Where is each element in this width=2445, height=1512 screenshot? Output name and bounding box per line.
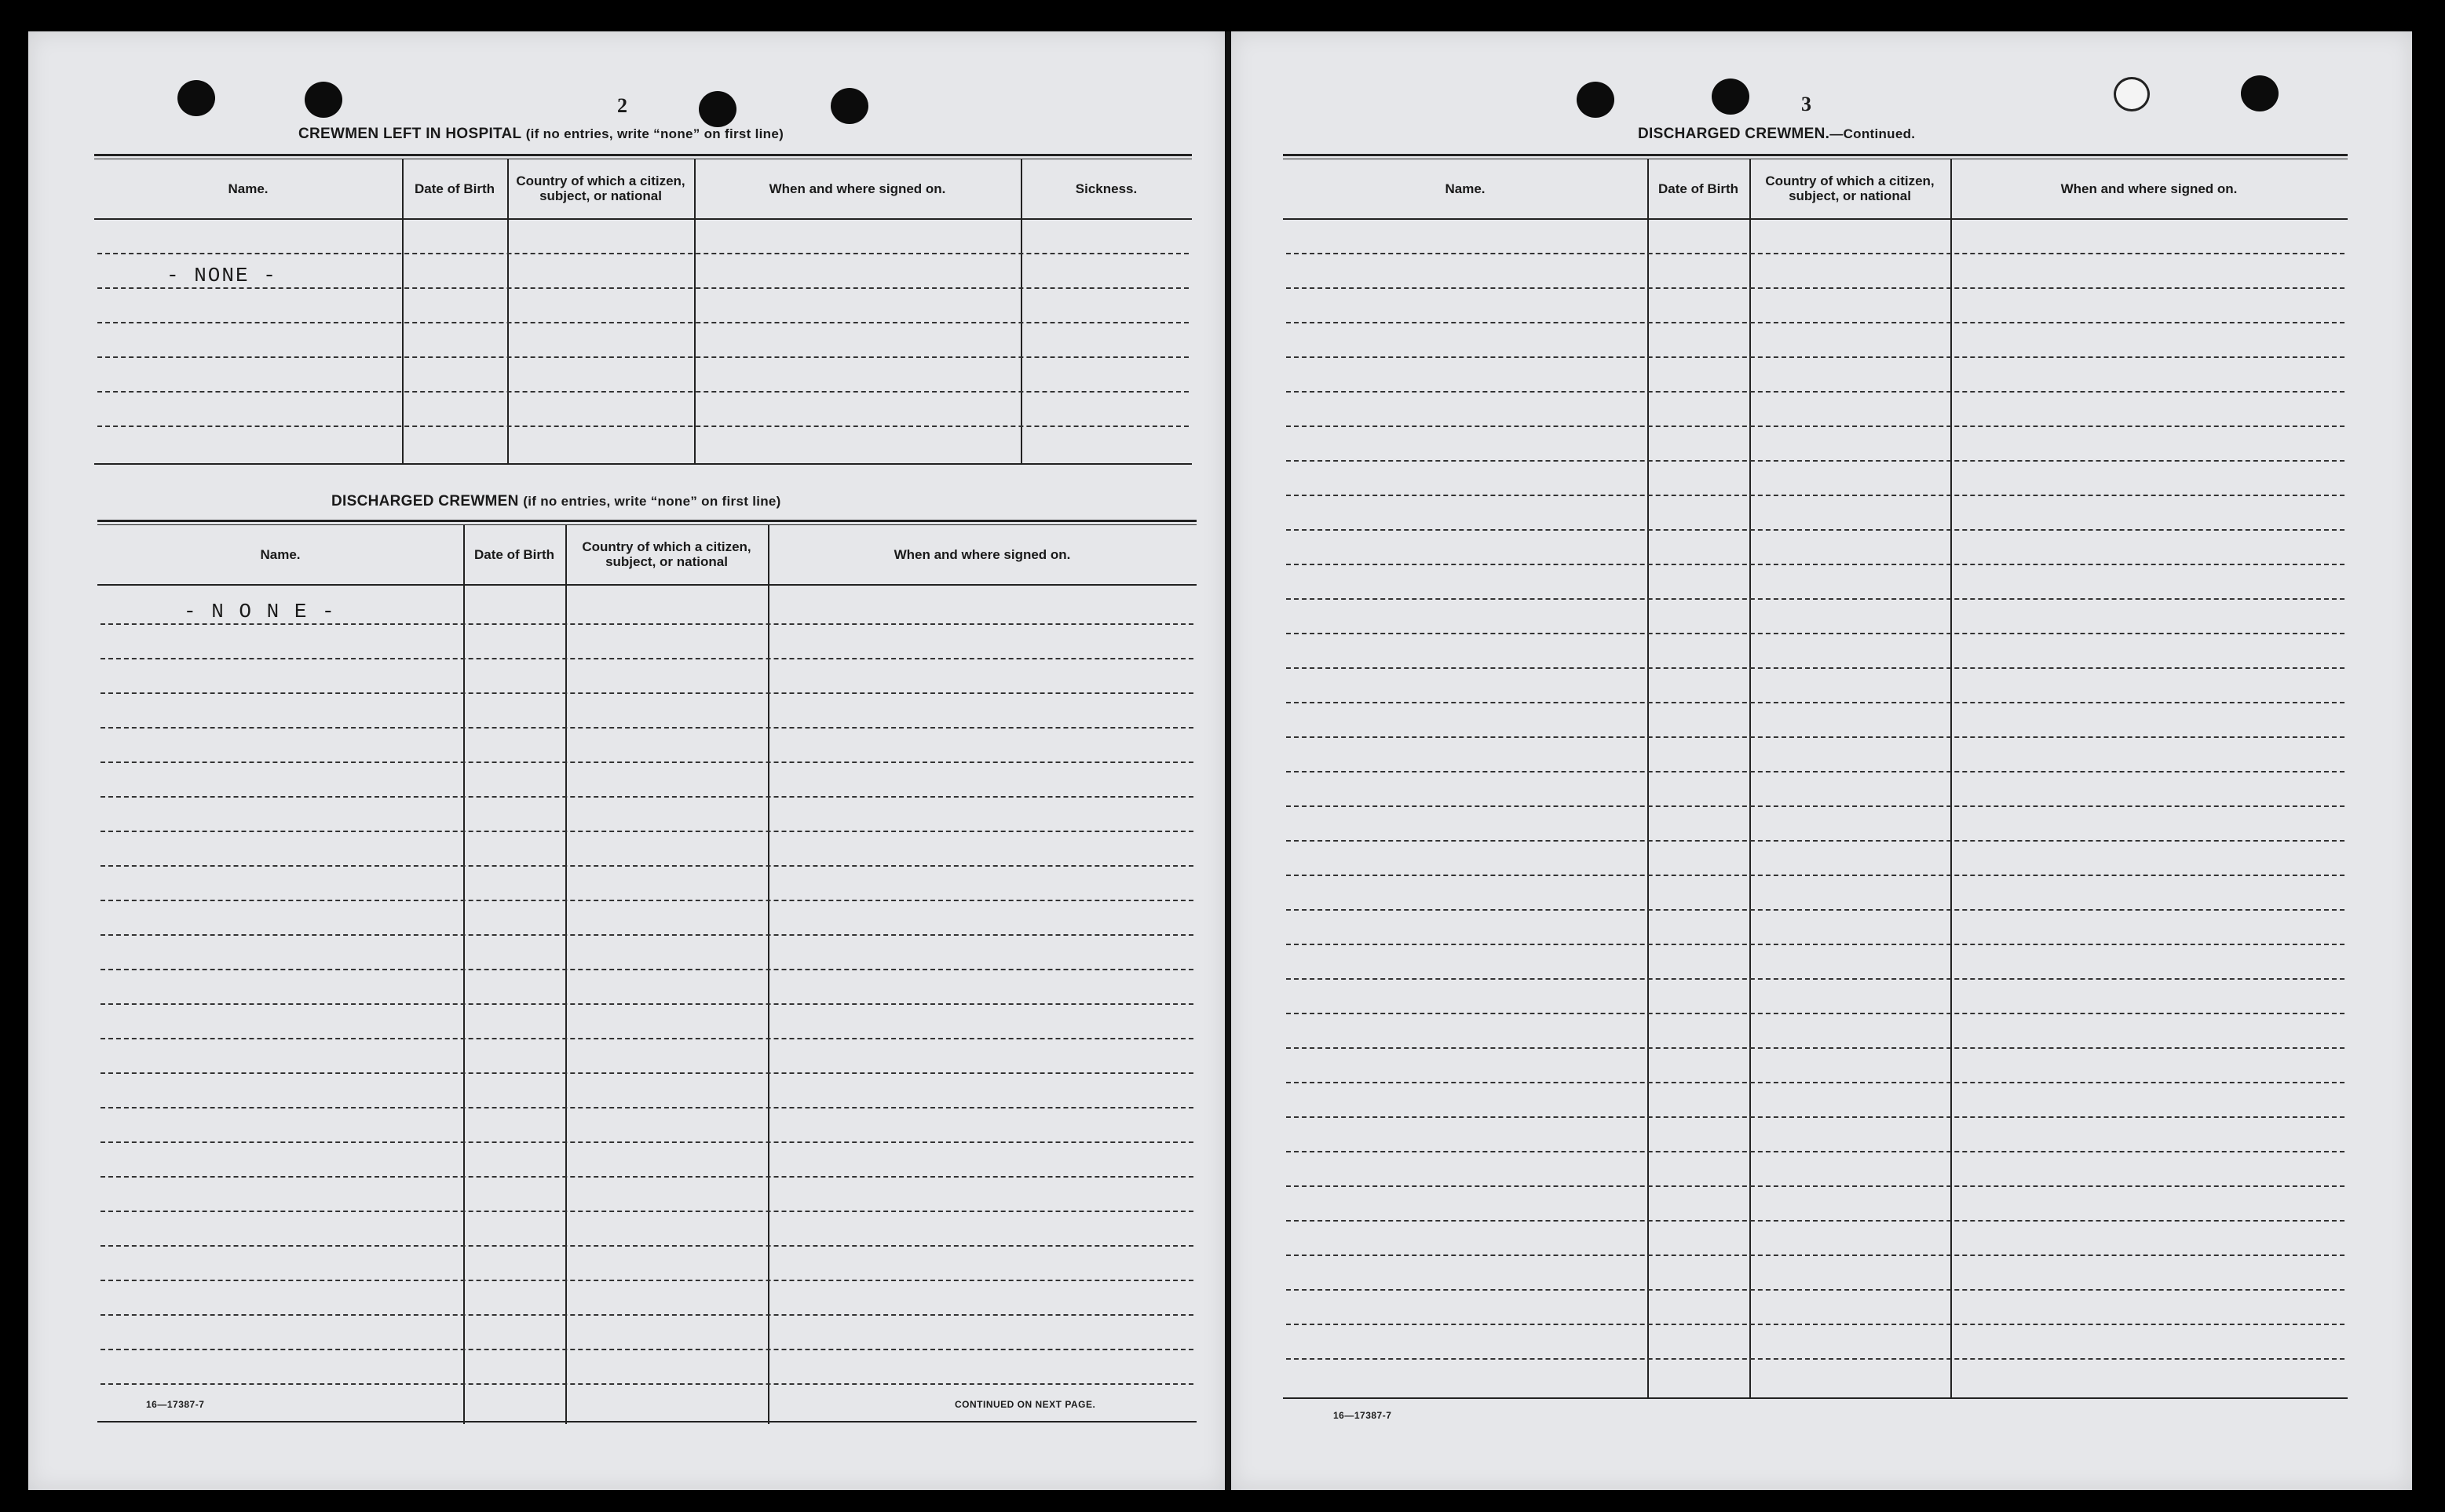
right-form-page — [1231, 31, 2412, 1490]
ruled-line — [1286, 736, 2344, 738]
punch-hole — [177, 80, 215, 116]
ruled-line — [97, 253, 1189, 254]
col-header-name: Name. — [260, 546, 301, 562]
ruled-line — [101, 796, 1193, 798]
page-number: 2 — [617, 94, 627, 117]
col-header-signed-on: When and where signed on. — [894, 546, 1071, 562]
col-header-country: Country of which a citizen, subject, or national — [516, 173, 685, 203]
page-gutter — [1225, 31, 1231, 1490]
ruled-line — [101, 1141, 1193, 1143]
ruled-line — [101, 865, 1193, 867]
ruled-line — [1286, 771, 2344, 772]
discharged-table — [97, 520, 1197, 1424]
ruled-line — [1286, 702, 2344, 703]
discharged-continued-title: DISCHARGED CREWMEN.—Continued. — [1638, 126, 1916, 142]
punch-hole — [305, 82, 342, 118]
left-form-page — [28, 31, 1225, 1490]
ruled-line — [1286, 1185, 2344, 1187]
ruled-line — [1286, 1289, 2344, 1291]
discharged-section-title: DISCHARGED CREWMEN (if no entries, write “none” on first line) — [331, 493, 781, 509]
col-header-signed-on: When and where signed on. — [2060, 181, 2238, 196]
ruled-line — [101, 692, 1193, 694]
col-header-date-of-birth: Date of Birth — [415, 181, 495, 196]
col-header-date-of-birth: Date of Birth — [474, 546, 554, 562]
ruled-line — [1286, 598, 2344, 600]
ruled-line — [101, 761, 1193, 763]
discharged-continued-table — [1283, 154, 2348, 1399]
ruled-line — [1286, 529, 2344, 531]
ruled-line — [101, 1107, 1193, 1108]
ruled-line — [1286, 1151, 2344, 1152]
hospital-entry-none: - NONE - — [166, 264, 277, 287]
ruled-line — [101, 623, 1193, 625]
ruled-line — [1286, 1116, 2344, 1118]
col-header-sickness: Sickness. — [1075, 181, 1138, 196]
ruled-line — [1286, 287, 2344, 289]
ruled-line — [97, 356, 1189, 358]
ruled-line — [101, 900, 1193, 901]
ruled-line — [1286, 564, 2344, 565]
ruled-line — [97, 287, 1189, 289]
ruled-line — [101, 727, 1193, 729]
col-header-country: Country of which a citizen, subject, or national — [1765, 173, 1935, 203]
ruled-line — [101, 1349, 1193, 1350]
ruled-line — [101, 1314, 1193, 1316]
punch-hole — [699, 91, 736, 127]
ruled-line — [1286, 322, 2344, 323]
punch-hole — [1712, 79, 1749, 115]
hospital-section-title: CREWMEN LEFT IN HOSPITAL (if no entries, write “none” on first line) — [298, 126, 784, 142]
ruled-line — [97, 391, 1189, 393]
ruled-line — [1286, 1047, 2344, 1049]
ruled-line — [101, 969, 1193, 970]
ruled-line — [1286, 1324, 2344, 1325]
ruled-line — [1286, 840, 2344, 842]
ruled-line — [101, 1280, 1193, 1281]
ruled-line — [1286, 805, 2344, 807]
ruled-line — [1286, 1220, 2344, 1222]
col-header-name: Name. — [1445, 181, 1486, 196]
ruled-line — [1286, 460, 2344, 462]
ruled-line — [97, 322, 1189, 323]
form-number: 16—17387-7 — [146, 1399, 205, 1410]
ruled-line — [1286, 356, 2344, 358]
punch-hole — [2114, 77, 2150, 111]
discharged-entry-none: - N O N E - — [184, 600, 336, 623]
ruled-line — [1286, 944, 2344, 945]
ruled-line — [101, 658, 1193, 659]
col-header-name: Name. — [228, 181, 269, 196]
ruled-line — [101, 1383, 1193, 1385]
ruled-line — [1286, 667, 2344, 669]
ruled-line — [97, 425, 1189, 427]
ruled-line — [101, 934, 1193, 936]
ruled-line — [1286, 1082, 2344, 1083]
ruled-line — [1286, 978, 2344, 980]
ruled-line — [1286, 425, 2344, 427]
ruled-line — [101, 1072, 1193, 1074]
ruled-line — [101, 1245, 1193, 1247]
ruled-line — [101, 1003, 1193, 1005]
ruled-line — [1286, 1358, 2344, 1360]
ruled-line — [101, 831, 1193, 832]
ruled-line — [1286, 909, 2344, 911]
punch-hole — [831, 88, 868, 124]
col-header-signed-on: When and where signed on. — [769, 181, 946, 196]
ruled-line — [101, 1211, 1193, 1212]
ruled-line — [1286, 495, 2344, 496]
ruled-line — [1286, 1255, 2344, 1256]
punch-hole — [1577, 82, 1614, 118]
col-header-date-of-birth: Date of Birth — [1658, 181, 1738, 196]
ruled-line — [1286, 253, 2344, 254]
ruled-line — [1286, 875, 2344, 876]
ruled-line — [101, 1038, 1193, 1039]
continued-note: CONTINUED ON NEXT PAGE. — [955, 1399, 1096, 1410]
ruled-line — [101, 1176, 1193, 1178]
page-number: 3 — [1801, 93, 1811, 115]
col-header-country: Country of which a citizen, subject, or national — [582, 539, 751, 569]
punch-hole — [2241, 75, 2279, 111]
hospital-table — [94, 154, 1192, 465]
ruled-line — [1286, 1013, 2344, 1014]
ruled-line — [1286, 391, 2344, 393]
ruled-line — [1286, 633, 2344, 634]
form-number: 16—17387-7 — [1333, 1410, 1392, 1421]
